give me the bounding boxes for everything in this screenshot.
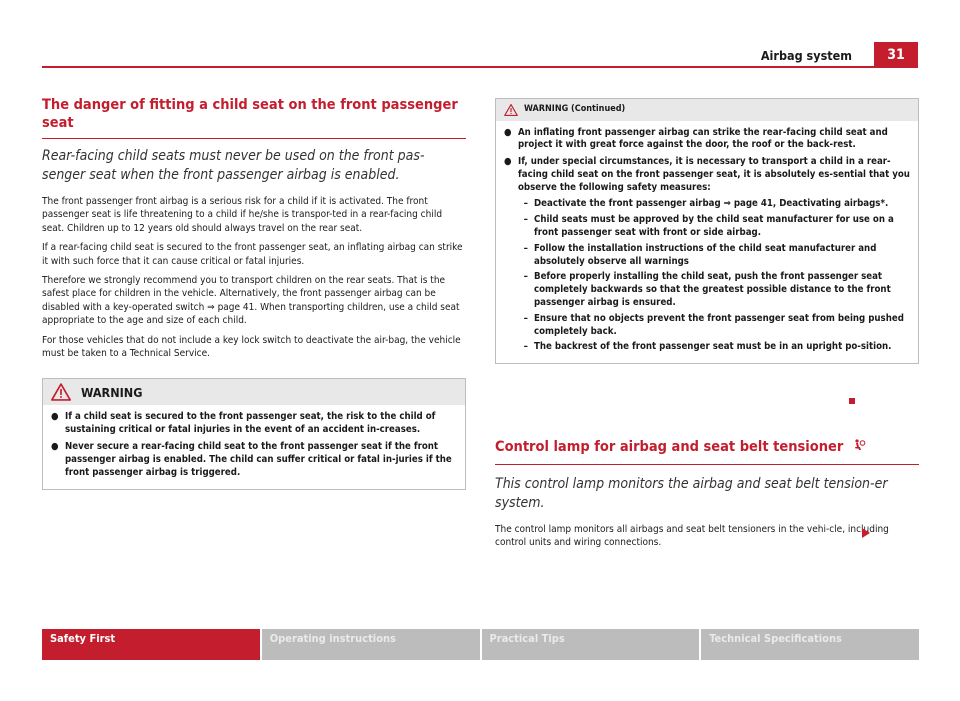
warning-item xyxy=(51,441,457,479)
warning-body xyxy=(43,405,465,489)
control-lamp-section xyxy=(495,438,919,556)
bullet: ● xyxy=(51,411,59,423)
warning-subitem xyxy=(504,341,910,354)
warning-subitem-text: Child seats must be approved by the child seat manufacturer for use on a front passenger seat with front or side airbag. xyxy=(534,214,894,239)
dash: – xyxy=(523,312,528,324)
heading-rule xyxy=(42,138,466,139)
header-rule xyxy=(42,66,918,68)
bullet: ● xyxy=(51,441,59,453)
section-heading-control-lamp xyxy=(495,438,919,456)
tab-safety-first[interactable]: Safety First xyxy=(42,629,260,660)
section-lead: Rear-facing child seats must never be used on the front pas-senger seat when the front passenger airbag is enabled. xyxy=(42,148,425,183)
airbag-lamp-icon xyxy=(852,438,866,452)
warning-subitem-text: Ensure that no objects prevent the front passenger seat from being pushed completely back. xyxy=(534,312,904,337)
body-paragraph: The control lamp monitors all airbags and seat belt tensioners in the vehi-cle, including control units and wiring connections. xyxy=(495,524,889,549)
footer-tab-bar xyxy=(42,629,919,660)
warning-subitem xyxy=(504,313,910,339)
section-heading-child-seat: The danger of fitting a child seat on the front passenger seat xyxy=(42,97,458,131)
dash: – xyxy=(523,341,528,353)
warning-triangle-icon xyxy=(504,104,518,116)
warning-continued-title: WARNING (Continued) xyxy=(524,104,626,114)
warning-subitem xyxy=(504,198,910,211)
page-number: 31 xyxy=(874,42,918,68)
warning-header xyxy=(43,379,465,405)
warning-continued-body xyxy=(496,121,918,364)
section-heading-text: Control lamp for airbag and seat belt tensioner xyxy=(495,439,844,455)
warning-title: WARNING xyxy=(81,384,143,400)
warning-subitem xyxy=(504,243,910,269)
warning-subitem-text: Deactivate the front passenger airbag ⇒ page 41, Deactivating airbags*. xyxy=(534,198,889,210)
body-paragraph: If a rear-facing child seat is secured to the front passenger seat, an inflating airbag can strike it with such force that it can cause critical or fatal injuries. xyxy=(42,242,463,267)
warning-item xyxy=(504,127,910,153)
body-paragraph: The front passenger front airbag is a serious risk for a child if it is activated. The front passenger seat is life threatening to a child if he/she is transpor-ted in a rear-facing child seat. Children up to 12 years old should always travel on the rear seat. xyxy=(42,196,443,234)
bullet: ● xyxy=(504,126,512,138)
section-lead: This control lamp monitors the airbag and seat belt tension-er system. xyxy=(495,476,888,511)
warning-continued-header xyxy=(496,99,918,121)
warning-subitem-text: Follow the installation instructions of the child seat manufacturer and absolutely observe all warnings xyxy=(534,242,877,267)
section-end-marker xyxy=(849,398,855,404)
warning-box xyxy=(42,378,466,490)
continued-arrow-icon xyxy=(862,528,870,538)
warning-subitem-text: Before properly installing the child seat, push the front passenger seat completely backwards so that the greatest possible distance to the front passenger airbag is ensured. xyxy=(534,271,891,309)
warning-item-text: If, under special circumstances, it is necessary to transport a child in a rear-facing child seat on the front passenger seat, it is absolutely es-sential that you observe the following safety measures: xyxy=(518,156,910,193)
dash: – xyxy=(523,198,528,210)
tab-practical-tips[interactable]: Practical Tips xyxy=(482,629,700,660)
body-paragraph: For those vehicles that do not include a key lock switch to deactivate the air-bag, the vehicle must be taken to a Technical Service. xyxy=(42,334,461,360)
dash: – xyxy=(523,271,528,283)
page-header-title: Airbag system xyxy=(760,48,852,63)
warning-triangle-icon xyxy=(51,383,71,401)
dash: – xyxy=(523,242,528,254)
bullet: ● xyxy=(504,156,512,168)
warning-item xyxy=(504,156,910,194)
right-column xyxy=(495,98,919,364)
body-paragraph: Therefore we strongly recommend you to transport children on the rear seats. That is the safest place for children in the vehicle. Alternatively, the front passenger airbag can be disabled with a key-operated switch ⇒ page 41. When transporting children, use a child seat appropriate to the age and size of each child. xyxy=(42,275,460,327)
warning-subitem-text: The backrest of the front passenger seat must be in an upright po-sition. xyxy=(534,341,892,353)
warning-subitem xyxy=(504,214,910,240)
warning-item-text: An inflating front passenger airbag can strike the rear-facing child seat and project it with great force against the door, the roof or the back-rest. xyxy=(518,126,888,151)
tab-operating-instructions[interactable]: Operating instructions xyxy=(262,629,480,660)
dash: – xyxy=(523,214,528,226)
warning-item xyxy=(51,411,457,437)
tab-technical-specifications[interactable]: Technical Specifications xyxy=(701,629,919,660)
left-column xyxy=(42,96,466,490)
warning-item-text: If a child seat is secured to the front passenger seat, the risk to the child of sustaining critical or fatal injuries in the event of an accident in-creases. xyxy=(65,411,436,436)
warning-item-text: Never secure a rear-facing child seat to the front passenger seat if the front passenger airbag is enabled. The child can suffer critical or fatal in-juries if the front passenger airbag is triggered. xyxy=(65,441,452,478)
warning-continued-box xyxy=(495,98,919,364)
heading-rule xyxy=(495,464,919,465)
warning-subitem xyxy=(504,271,910,309)
